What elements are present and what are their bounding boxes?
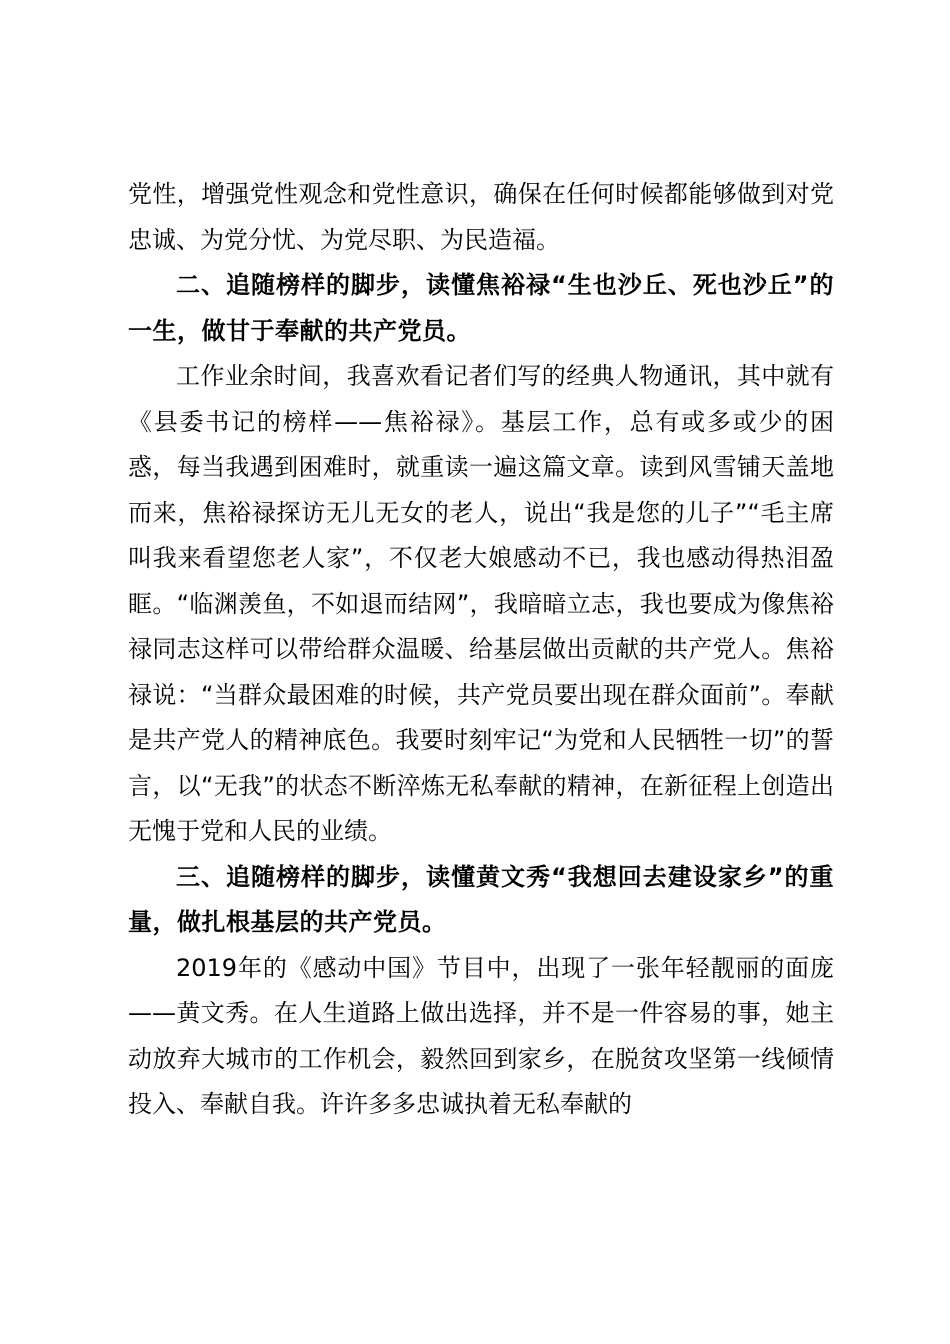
paragraph-continued: 党性，增强党性观念和党性意识，确保在任何时候都能够做到对党忠诚、为党分忧、为党尽职、为民造福。 [128, 180, 834, 254]
paragraph-huang-wenxiu: 2019年的《感动中国》节目中，出现了一张年轻靓丽的面庞——黄文秀。在人生道路上做出选择，并不是一件容易的事，她主动放弃大城市的工作机会，毅然回到家乡，在脱贫攻坚第一线倾情投入、奉献自我。许许多多忠诚执着无私奉献的 [128, 953, 834, 1118]
paragraph-jiao-yulu: 工作业余时间，我喜欢看记者们写的经典人物通讯，其中就有《县委书记的榜样——焦裕禄》。基层工作，总有或多或少的困惑，每当我遇到困难时，就重读一遍这篇文章。读到风雪铺天盖地而来，焦裕禄探访无儿无女的老人，说出“我是您的儿子”“毛主席叫我来看望您老人家”，不仅老大娘感动不已，我也感动得热泪盈眶。“临渊羡鱼，不如退而结网”，我暗暗立志，我也要成为像焦裕禄同志这样可以带给群众温暖、给基层做出贡献的共产党人。焦裕禄说：“当群众最困难的时候，共产党员要出现在群众面前”。奉献是共产党人的精神底色。我要时刻牢记“为党和人民牺牲一切”的誓言，以“无我”的状态不断淬炼无私奉献的精神，在新征程上创造出无愧于党和人民的业绩。 [128, 362, 834, 845]
document-page [128, 172, 834, 1128]
section-heading-2: 二、追随榜样的脚步，读懂焦裕禄“生也沙丘、死也沙丘”的一生，做甘于奉献的共产党员。 [128, 271, 834, 345]
section-heading-3: 三、追随榜样的脚步，读懂黄文秀“我想回去建设家乡”的重量，做扎根基层的共产党员。 [128, 862, 834, 936]
